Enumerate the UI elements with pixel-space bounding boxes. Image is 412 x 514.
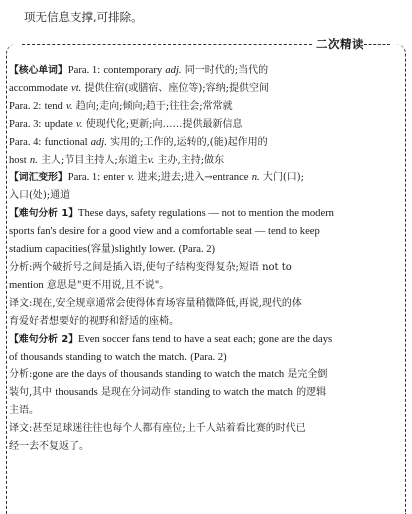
difficult2-analysis-1: 分析:gone are the days of thousands standing to watch the match 是完全倒 <box>9 369 328 381</box>
difficult2-line-1: 【难句分析 2】Even soccer fans tend to have a seat each; gone are the days <box>9 333 333 345</box>
intro-text: 项无信息支撑,可排除。 <box>24 10 143 24</box>
difficult1-analysis-2: mention 意思是"更不用说,且不说"。 <box>9 279 170 291</box>
reading-notes <box>9 62 401 456</box>
vocab-line-3: Para. 2: tend v. 趋向;走向;倾向;趋于;往往会;常常就 <box>9 100 233 112</box>
header-dashed-rule-right <box>364 44 390 45</box>
section-title: 二次精读 <box>316 37 364 51</box>
difficult1-translation-2: 育爱好者想要好的视野和舒适的座椅。 <box>9 315 179 327</box>
difficult2-analysis-3: 主语。 <box>9 405 39 417</box>
difficult2-translation-1: 译文:甚至足球迷往往也每个人都有座位;上千人站着看比赛的时代已 <box>9 423 306 435</box>
wordform-line-1: 【词汇变形】Para. 1: enter v. 进来;进去;进入→entrance n. 大门(口); <box>9 172 304 184</box>
vocab-line-1: 【核心单词】Para. 1: contemporary adj. 同一时代的;当代的 <box>9 65 269 76</box>
difficult2-tag: 【难句分析 2】 <box>9 333 79 345</box>
difficult1-translation-1: 译文:现在,安全规章通常会使得体育场容量稍微降低,再说,现代的体 <box>9 297 302 309</box>
wordform-line-2: 入口(处);通道 <box>9 190 71 202</box>
vocab-line-4: Para. 3: update v. 使现代化;更新;向……提供最新信息 <box>9 118 243 130</box>
arrow-icon: → <box>204 172 213 184</box>
difficult1-line-2: sports fan's desire for a good view and a comfortable seat — tend to keep <box>9 226 320 238</box>
difficult2-line-2: of thousands standing to watch the match. (Para. 2) <box>9 351 227 363</box>
vocab-line-2: accommodate vt. 提供住宿(或膳宿、座位等);容纳;提供空间 <box>9 82 270 94</box>
difficult2-analysis-2: 装句,其中 thousands 是现在分词动作 standing to watch the match 的逻辑 <box>9 387 327 399</box>
difficult1-analysis-1: 分析:两个破折号之间是插入语,使句子结构变得复杂;短语 not to <box>9 261 292 273</box>
difficult2-translation-2: 经一去不复返了。 <box>9 441 89 453</box>
core-vocab-tag: 【核心单词】 <box>9 65 68 76</box>
word-forms-tag: 【词汇变形】 <box>9 172 68 184</box>
header-dashed-rule <box>22 44 312 45</box>
difficult1-tag: 【难句分析 1】 <box>9 208 79 220</box>
vocab-line-5: Para. 4: functional adj. 实用的;工作的,运转的,(能)起作用的 <box>9 136 268 148</box>
vocab-line-6: host n. 主人;节目主持人;东道主v. 主办,主持;做东 <box>9 154 225 166</box>
difficult1-line-1: 【难句分析 1】These days, safety regulations — not to mention the modern <box>9 208 334 220</box>
difficult1-line-3: stadium capacities(容量)slightly lower. (Para. 2) <box>9 244 216 256</box>
